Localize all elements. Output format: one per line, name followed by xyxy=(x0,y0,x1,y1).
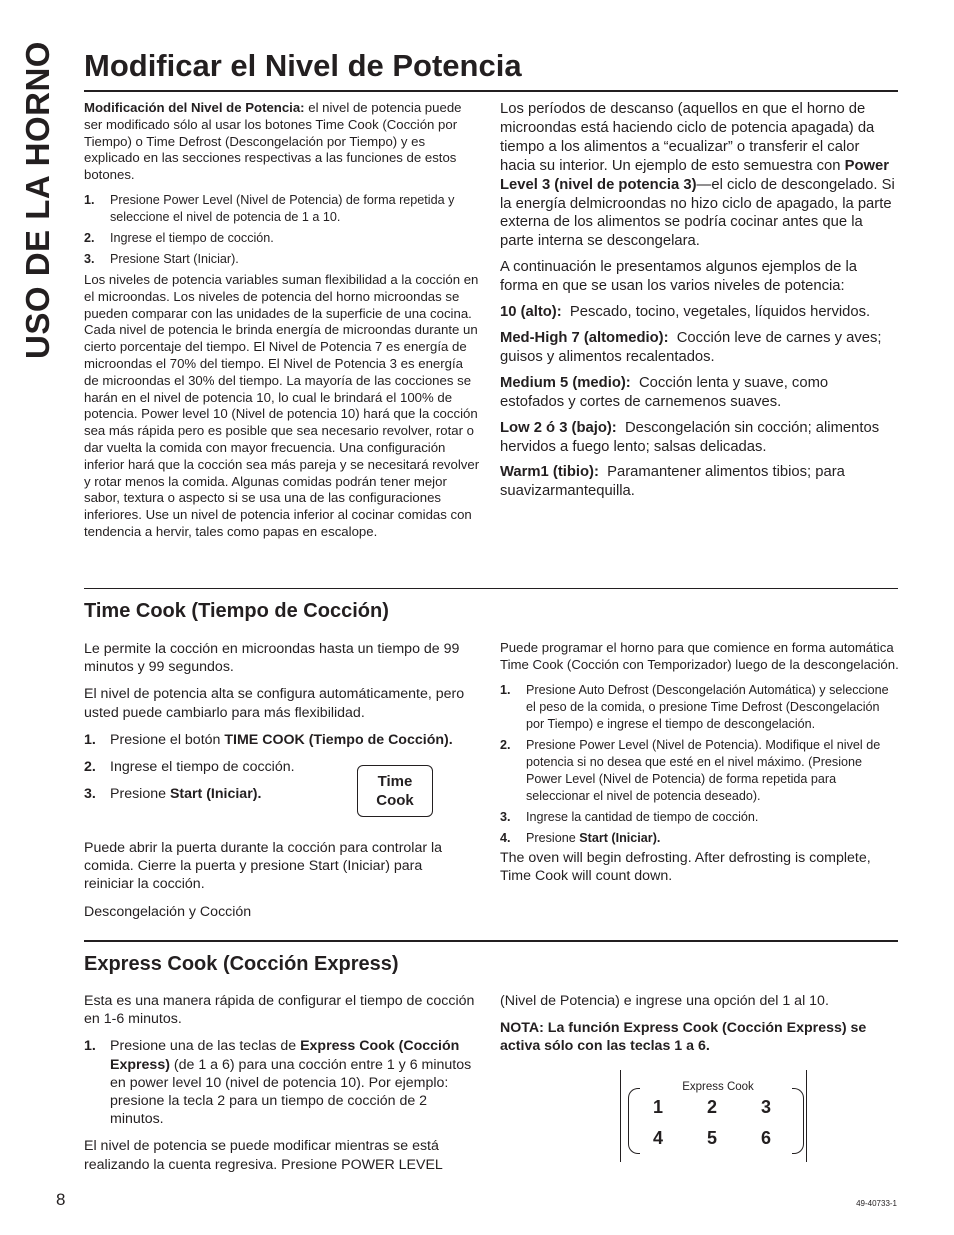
power-level-steps xyxy=(84,192,480,268)
step-number: 4. xyxy=(500,830,511,845)
step-text: Presione Power Level (Nivel de Potencia). Modifique el nivel de potencia si no desea que esté en el nivel máximo. (Presione Power Level (Nivel de Potencia) de forma repetida para seleccionar el nivel de potencia deseado). xyxy=(526,737,881,803)
power-level-body: Los niveles de potencia variables suman flexibilidad a la cocción en el microondas. Los niveles de potencia del horno microondas se pueden comparar con las unidades de la superficie de una cocina. Cada nivel de potencia le brinda energía de microondas durante un cierto porcentaje del tiempo. El Nivel de Potencia 7 es energía de microondas el 70% del tiempo. El Nivel de Potencia 3 es energía de microondas el 30% del tiempo. La mayoría de las cocciones se harán en el nivel de potencia 10, lo cual le brindará el 100% de potencia. Power level 10 (Nivel de potencia 10) hará que la cocción sea más rápida pero es posible que sea necesario revolver, rotar o dar vuelta la comida con mayor frecuencia. Una configuración inferior hará que la cocción sea más pareja y se necesitará revolver y rotar menos la comida. Algunas comidas podrán tener mejor sabor, textura o aspecto si se usa una de las configuraciones inferiores. Use un nivel de potencia inferior al cocinar comidas con tendencia a hervir, tales como papas en escalope. xyxy=(84,271,480,539)
step-text-end: (de 1 a 6) para una cocción entre 1 y 6 minutos en power level 10 (nivel de potencia 10). Por ejemplo: presione la tecla 2 para un tiempo de cocción de 2 minutos. xyxy=(110,1056,472,1128)
step-text: Presione Auto Defrost (Descongelación Automática) y seleccione el peso de la comida, o presione Time Defrost (Descongelación por Tiempo) e ingrese el tiempo de descongelación. xyxy=(526,682,889,731)
side-section-label: USO DE LA HORNO xyxy=(19,41,56,359)
panel-bracket-right xyxy=(792,1088,804,1154)
express-key-5[interactable]: 5 xyxy=(706,1128,717,1148)
step-number: 2. xyxy=(84,230,95,245)
level-example xyxy=(500,303,896,322)
step-text: Presione xyxy=(110,786,170,803)
list-item xyxy=(84,251,480,268)
step-text-bold: TIME COOK (Tiempo de Cocción). xyxy=(224,731,453,748)
time-cook-heading: Time Cook (Tiempo de Cocción) xyxy=(84,600,389,622)
list-item xyxy=(84,758,344,776)
section-divider xyxy=(84,940,898,942)
step-number: 3. xyxy=(500,809,511,824)
time-cook-door-note: Puede abrir la puerta durante la cocción para controlar la comida. Cierre la puerta y presione Start (Iniciar) para reiniciar la cocción. xyxy=(84,840,443,893)
step-text: Presione una de las teclas de xyxy=(110,1038,301,1055)
list-item xyxy=(84,785,344,803)
panel-bracket-left xyxy=(628,1088,640,1154)
level-text: Cocción leve de carnes y aves; guisos y alimentos recalentados. xyxy=(500,329,882,365)
express-cook-heading: Express Cook (Cocción Express) xyxy=(84,953,399,975)
list-item xyxy=(500,737,900,805)
page-number: 8 xyxy=(56,1190,66,1209)
document-number: 49-40733-1 xyxy=(856,1199,897,1208)
defrost-cook-label: Descongelación y Cocción xyxy=(84,903,252,920)
step-number: 1. xyxy=(500,682,511,697)
step-number: 3. xyxy=(84,251,95,266)
express-key-2[interactable]: 2 xyxy=(706,1097,717,1117)
express-key-4[interactable]: 4 xyxy=(652,1128,663,1148)
step-number: 2. xyxy=(500,737,511,752)
examples-intro: A continuación le presentamos algunos ejemplos de la forma en que se usan los varios niveles de potencia: xyxy=(500,259,857,295)
defrost-complete-note: The oven will begin defrosting. After defrosting is complete, Time Cook will count down. xyxy=(500,849,871,884)
express-cook-right-column xyxy=(500,992,896,1056)
step-text-bold: Start (Iniciar). xyxy=(169,786,262,803)
express-key-1[interactable]: 1 xyxy=(652,1097,663,1117)
list-item xyxy=(500,830,900,847)
express-cook-steps xyxy=(84,1037,480,1128)
level-text: Pescado, tocino, vegetales, líquidos hervidos. xyxy=(569,304,871,321)
list-item xyxy=(84,192,480,226)
defrost-steps xyxy=(500,682,900,847)
time-cook-power-note: El nivel de potencia alta se configura automáticamente, pero usted puede cambiarlo para más flexibilidad. xyxy=(84,686,465,721)
level-label: Medium 5 (medio): xyxy=(500,374,631,391)
level-example xyxy=(500,463,896,501)
level-label: Med-High 7 (altomedio): xyxy=(500,329,669,346)
step-number: 3. xyxy=(84,786,96,803)
level-example xyxy=(500,329,896,367)
level-label: 10 (alto): xyxy=(500,304,562,321)
power-level-right-column xyxy=(500,100,896,501)
express-cook-panel xyxy=(620,1070,810,1164)
rest-periods-text-end: —el ciclo de descongelado. Si la energía delmicroondas no hizo ciclo de apagado, la parte externa de los alimentos se podría cocinar antes que la parte interna se descongelara. xyxy=(500,176,895,250)
express-cook-panel-label: Express Cook xyxy=(682,1081,754,1093)
section-divider xyxy=(84,588,898,589)
defrost-program-intro: Puede programar el horno para que comience en forma automática Time Cook (Cocción con Temporizador) luego de la descongelación. xyxy=(500,640,899,672)
express-cook-left-column xyxy=(84,992,480,1174)
step-number: 1. xyxy=(84,1038,96,1055)
express-power-note: El nivel de potencia se puede modificar mientras se está realizando la cuenta regresiva. Presione POWER LEVEL xyxy=(84,1138,443,1173)
list-item xyxy=(84,731,453,749)
power-level-left-column xyxy=(84,100,480,541)
level-text: Cocción lenta y suave, como estofados y cortes de carnemenos suaves. xyxy=(500,374,829,410)
power-level-intro xyxy=(84,100,480,184)
step-number: 2. xyxy=(84,759,96,776)
step-text: Ingrese la cantidad de tiempo de cocción. xyxy=(526,809,759,824)
express-key-3[interactable]: 3 xyxy=(760,1097,771,1117)
step-text: Presione el botón xyxy=(110,731,225,748)
power-level-intro-text: el nivel de potencia puede ser modificado sólo al usar los botones Time Cook (Cocción por Tiempo) o Time Defrost (Descongelación por Tiempo) y es explicado en las secciones respectivas a las funciones de estos botones. xyxy=(84,100,462,183)
time-cook-intro: Le permite la cocción en microondas hasta un tiempo de 99 minutos y 99 segundos. xyxy=(84,641,460,676)
time-cook-left-bottom xyxy=(84,839,474,921)
step-text-bold: Express Cook (Cocción Express) xyxy=(110,1038,460,1073)
level-text: Descongelación sin cocción; alimentos hervidos a fuego lento; salsas delicadas. xyxy=(500,419,880,455)
step-text: Presione xyxy=(526,830,580,845)
rest-periods-paragraph xyxy=(500,100,896,251)
list-item xyxy=(84,1037,480,1128)
step-number: 1. xyxy=(84,192,95,207)
time-cook-steps xyxy=(84,731,453,804)
step-text: Ingrese el tiempo de cocción. xyxy=(110,759,295,776)
step-text: Presione Start (Iniciar). xyxy=(110,251,239,266)
express-key-6[interactable]: 6 xyxy=(760,1128,771,1148)
side-section-tab xyxy=(8,41,68,359)
list-item xyxy=(500,682,900,733)
level-example xyxy=(500,419,896,457)
page-title: Modificar el Nivel de Potencia xyxy=(84,48,522,83)
rest-periods-bold: Power Level 3 (nivel de potencia 3) xyxy=(500,157,890,193)
step-text: Presione Power Level (Nivel de Potencia) de forma repetida y seleccione el nivel de potencia de 1 a 10. xyxy=(110,192,455,224)
time-cook-right-column xyxy=(500,640,900,885)
step-number: 1. xyxy=(84,731,96,748)
express-cook-intro: Esta es una manera rápida de configurar el tiempo de cocción en 1-6 minutos. xyxy=(84,993,475,1028)
level-label: Low 2 ó 3 (bajo): xyxy=(500,419,617,436)
time-cook-button-line2: Cook xyxy=(376,792,414,809)
list-item xyxy=(84,230,480,247)
express-power-note-cont: (Nivel de Potencia) e ingrese una opción del 1 al 10. xyxy=(500,993,829,1009)
step-text-bold: Start (Iniciar). xyxy=(579,830,661,845)
express-note: NOTA: La función Express Cook (Cocción Express) se activa sólo con las teclas 1 a 6. xyxy=(500,1020,867,1055)
rest-periods-text: Los períodos de descanso (aquellos en que el horno de microondas está haciendo ciclo de potencia apagada) da tiempo a los alimentos a “ecualizar” o transferir el calor hacia su interior. Un ejemplo de esto semuestra con xyxy=(500,101,875,174)
title-divider xyxy=(84,90,898,92)
step-text: Ingrese el tiempo de cocción. xyxy=(110,230,274,245)
level-text: Paramantener alimentos tibios; para suavizarmantequilla. xyxy=(500,464,845,500)
list-item xyxy=(500,809,900,826)
level-label: Warm1 (tibio): xyxy=(500,464,599,481)
level-example xyxy=(500,374,896,412)
power-level-intro-label: Modificación del Nivel de Potencia: xyxy=(84,100,305,115)
time-cook-button[interactable] xyxy=(357,765,433,817)
time-cook-button-line1: Time xyxy=(377,773,413,790)
